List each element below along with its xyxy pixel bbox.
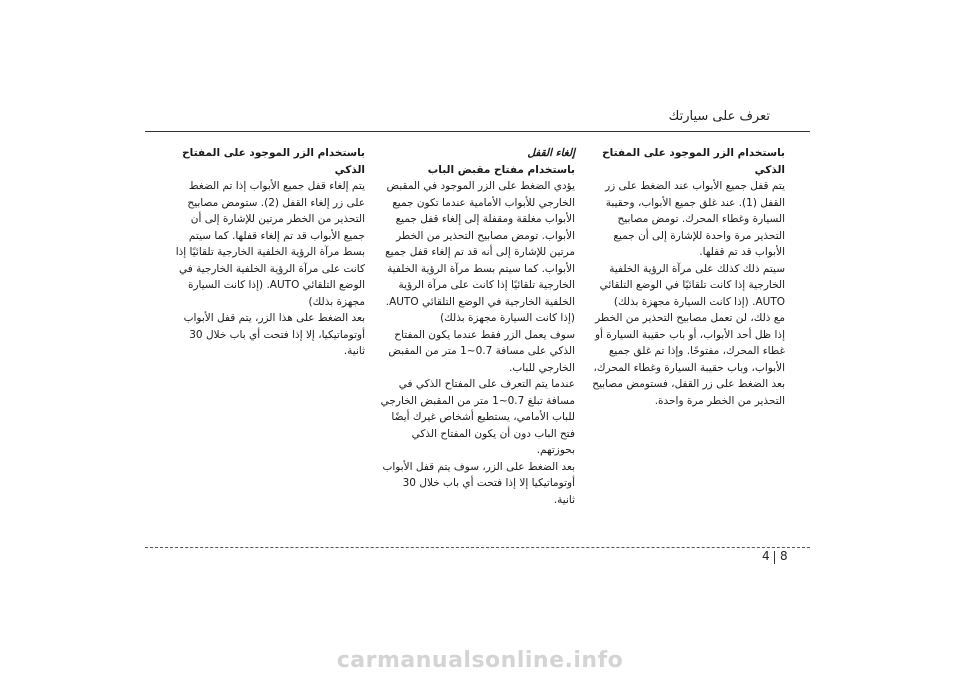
column-left <box>170 145 365 360</box>
paragraph: يتم إلغاء قفل جميع الأبواب إذا تم الضغط على زر إلغاء القفل (2). ستومض مصابيح التحذير من الخطر مرتين للإشارة إلى أن جميع الأبواب قد تم إلغاء قفلها. كما سيتم بسط مرآة الرؤية الخلفية الخارجية تلقائيًا إذا كانت على مرآة الرؤية الخلفية الخارجية في الوضع التلقائي AUTO. (إذا كانت السيارة مجهزة بذلك) <box>175 180 365 308</box>
page-number-separator <box>774 551 775 564</box>
watermark: carmanualsonline.info <box>336 648 624 673</box>
paragraph: سوف يعمل الزر فقط عندما يكون المفتاح الذكي على مسافة 0.7~1 متر من المقبض الخارجي للباب. <box>388 328 575 374</box>
header-rule <box>145 131 810 132</box>
column-middle <box>380 145 575 508</box>
paragraph: سيتم ذلك كذلك على مرآة الرؤية الخلفية الخارجية إذا كانت تلقائيًا في الوضع التلقائي AUTO. (إذا كانت السيارة مجهزة بذلك) <box>599 262 785 308</box>
paragraph: يتم قفل جميع الأبواب عند الضغط على زر القفل (1). عند غلق جميع الأبواب، وحقيبة السيارة وغطاء المحرك. تومض مصابيح التحذير مرة واحدة للإشارة إلى أن جميع الأبواب قد تم قفلها. <box>605 180 785 258</box>
section-subheading: إلغاء القفل <box>527 147 575 159</box>
section-heading: باستخدام الزر الموجود على المفتاح الذكي <box>602 147 785 176</box>
paragraph: بعد الضغط على هذا الزر، يتم قفل الأبواب أوتوماتيكيا، إلا إذا فتحت أي باب خلال 30 ثانية. <box>183 312 365 357</box>
page-number: 8 <box>780 549 788 563</box>
column-right <box>590 145 785 409</box>
paragraph: مع ذلك، لن تعمل مصابيح التحذير من الخطر إذا ظل أحد الأبواب، أو باب حقيبة السيارة أو غطاء المحرك، مفتوحًا. وإذا تم غلق جميع الأبواب، وباب حقيبة السيارة وغطاء المحرك، بعد الضغط على زر القفل، فستومض مصابيح التحذير من الخطر مرة واحدة. <box>592 312 785 407</box>
section-heading: باستخدام الزر الموجود على المفتاح الذكي <box>182 147 365 176</box>
chapter-number: 4 <box>762 549 770 563</box>
section-heading: باستخدام مفتاح مقبض الباب <box>427 163 575 176</box>
footer-rule <box>145 547 810 548</box>
paragraph: بعد الضغط على الزر، سوف يتم قفل الأبواب أوتوماتيكيا إلا إذا فتحت أي باب خلال 30 ثانية. <box>382 460 575 506</box>
paragraph: يؤدي الضغط على الزر الموجود في المقبض الخارجي للأبواب الأمامية عندما تكون جميع الأبواب مغلقة ومقفلة إلى إلغاء قفل جميع الأبواب. تومض مصابيح التحذير من الخطر مرتين للإشارة إلى أنه قد تم إلغاء قفل جميع الأبواب. كما سيتم بسط مرآة الرؤية الخلفية الخارجية تلقائيًا إذا كانت على مرآة الرؤية الخلفية الخارجية في الوضع التلقائي AUTO. (إذا كانت السيارة مجهزة بذلك) <box>385 180 575 324</box>
paragraph: عندما يتم التعرف على المفتاح الذكي في مسافة تبلغ 0.7~1 متر من المقبض الخارجي للباب الأمامي، يستطيع أشخاص غيرك أيضًا فتح الباب دون أن يكون المفتاح الذكي بحوزتهم. <box>380 378 575 456</box>
header-title: تعرف على سيارتك <box>668 109 770 124</box>
